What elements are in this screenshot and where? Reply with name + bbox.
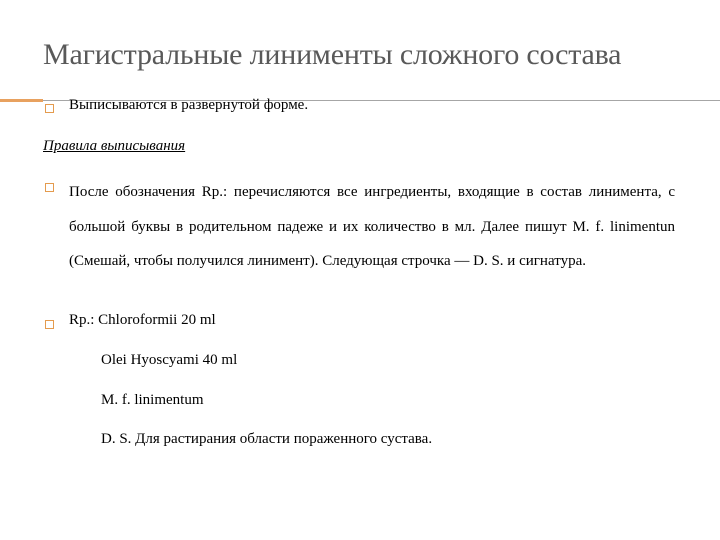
prescription-line-3: M. f. linimentum (101, 392, 204, 408)
square-bullet-icon (45, 104, 54, 113)
prescription-line-2: Olei Hyoscyami 40 ml (101, 352, 238, 368)
prescription-rp-line: Rp.: Chloroformii 20 ml (69, 312, 216, 328)
prescription-line-4: D. S. Для растирания области пораженного сустава. (101, 431, 433, 447)
square-bullet-icon (45, 320, 54, 329)
rules-paragraph: После обозначения Rp.: перечисляются все ингредиенты, входящие в состав линимента, с большой буквы в родительном падеже и их количество в мл. Далее пишут M. f. linimentun (Смешай, чтобы получился линимент). Следующая строчка — D. S. и сигнатура. (69, 184, 675, 269)
square-bullet-icon (45, 183, 54, 192)
rules-heading: Правила выписывания (43, 138, 186, 154)
slide-title: Магистральные линименты сложного состава (43, 38, 622, 71)
title-divider-accent (0, 99, 43, 102)
intro-text: Выписываются в развернутой форме. (69, 97, 309, 113)
